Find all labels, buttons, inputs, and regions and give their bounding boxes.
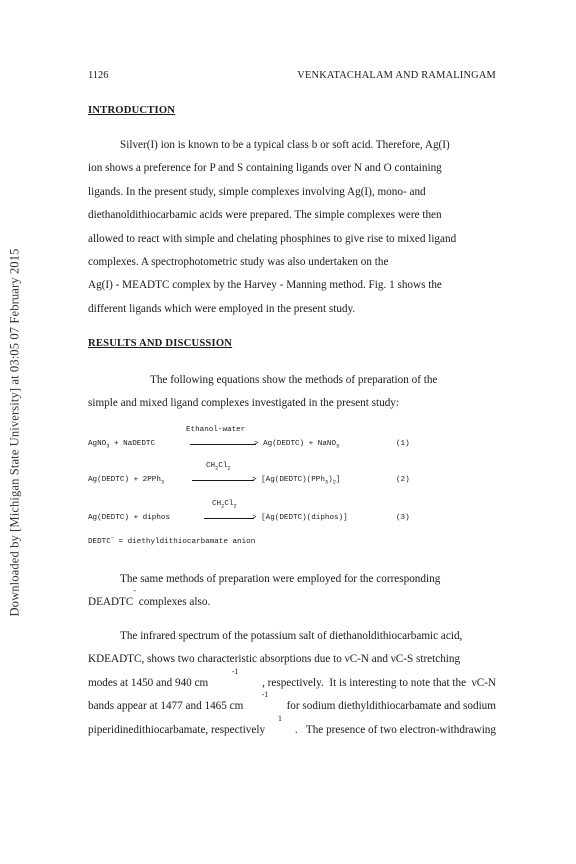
eq2-reactants: Ag(DEDTC) + 2PPh$_3$	[88, 476, 165, 486]
intro-line: Silver(I) ion is known to be a typical class b or soft acid. Therefore, Ag(I)	[120, 139, 450, 151]
infrared-paragraph	[88, 625, 496, 742]
eq2-condition: $CH_2Cl_2$	[206, 462, 231, 472]
ir-line: modes at 1450 and 940 cm -1 , respectively. It is interesting to note that the νC-N	[88, 666, 496, 689]
introduction-heading: INTRODUCTION	[88, 105, 176, 116]
ir-line: piperidinedithiocarbamate, respectively 1 . The presence of two electron-withdrawing	[88, 713, 496, 736]
eq1-condition: Ethanol-water	[186, 426, 246, 434]
running-title: VENKATACHALAM AND RAMALINGAM	[297, 70, 496, 81]
intro-line: ion shows a preference for P and S containing ligands over N and O containing	[88, 162, 442, 175]
eq3-condition: $CH_2Cl_2$	[212, 500, 237, 510]
intro-line: diethanoldithiocarbamic acids were prepared. The simple complexes were then	[88, 209, 442, 222]
results-line: The same methods of preparation were employed for the corresponding	[120, 573, 441, 585]
eq2-products: > $[Ag(DEDTC)(PPh_3)_2]$	[252, 476, 341, 486]
eq2-number: (2)	[396, 476, 410, 484]
intro-line: allowed to react with simple and chelating phosphines to give rise to mixed ligand	[88, 232, 457, 245]
intro-line: Ag(I) - MEADTC complex by the Harvey - Manning method. Fig. 1 shows the	[88, 279, 442, 292]
results-line: simple and mixed ligand complexes investigated in the present study:	[88, 397, 400, 410]
eq1-products: > Ag(DEDTC) + NaNO$_3$	[254, 440, 340, 450]
ir-line: KDEADTC, shows two characteristic absorptions due to νC-N and νC-S stretching	[88, 653, 461, 666]
download-notice: Downloaded by [Michigan State University] at 03:05 07 February 2015	[7, 247, 22, 617]
intro-line: complexes. A spectrophotometric study was also undertaken on the	[88, 255, 389, 268]
eq1-arrow	[190, 444, 256, 445]
dedtc-definition: DEDTC− = diethyldithiocarbamate anion	[88, 535, 256, 546]
intro-line: different ligands which were employed in the present study.	[88, 302, 356, 315]
eq1-reactants: AgNO$_3$ + NaDEDTC	[88, 440, 156, 450]
results-line: The following equations show the methods of preparation of the	[150, 374, 438, 386]
eq1-number: (1)	[396, 440, 410, 448]
eq3-number: (3)	[396, 514, 410, 522]
equation-block	[88, 426, 488, 498]
download-watermark	[2, 0, 28, 864]
eq2-arrow	[192, 480, 254, 481]
eq3-arrow	[204, 518, 254, 519]
eq3-reactants: Ag(DEDTC) + diphos	[88, 514, 171, 522]
ir-line: bands appear at 1477 and 1465 cm -1 for sodium diethyldithiocarbamate and sodium	[88, 690, 496, 713]
equation-block-3	[88, 500, 488, 530]
results-intro-paragraph	[88, 369, 496, 416]
ir-line: The infrared spectrum of the potassium salt of diethanoldithiocarbamic acid,	[120, 630, 463, 642]
results-heading: RESULTS AND DISCUSSION	[88, 338, 233, 349]
eq3-products: > [Ag(DEDTC)(diphos)]	[252, 514, 348, 522]
page-number: 1126	[88, 70, 109, 81]
introduction-paragraph	[88, 134, 496, 321]
same-methods-paragraph	[88, 568, 496, 615]
results-line: DEADTC - complexes also.	[88, 586, 211, 609]
intro-line: ligands. In the present study, simple complexes involving Ag(I), mono- and	[88, 185, 426, 198]
